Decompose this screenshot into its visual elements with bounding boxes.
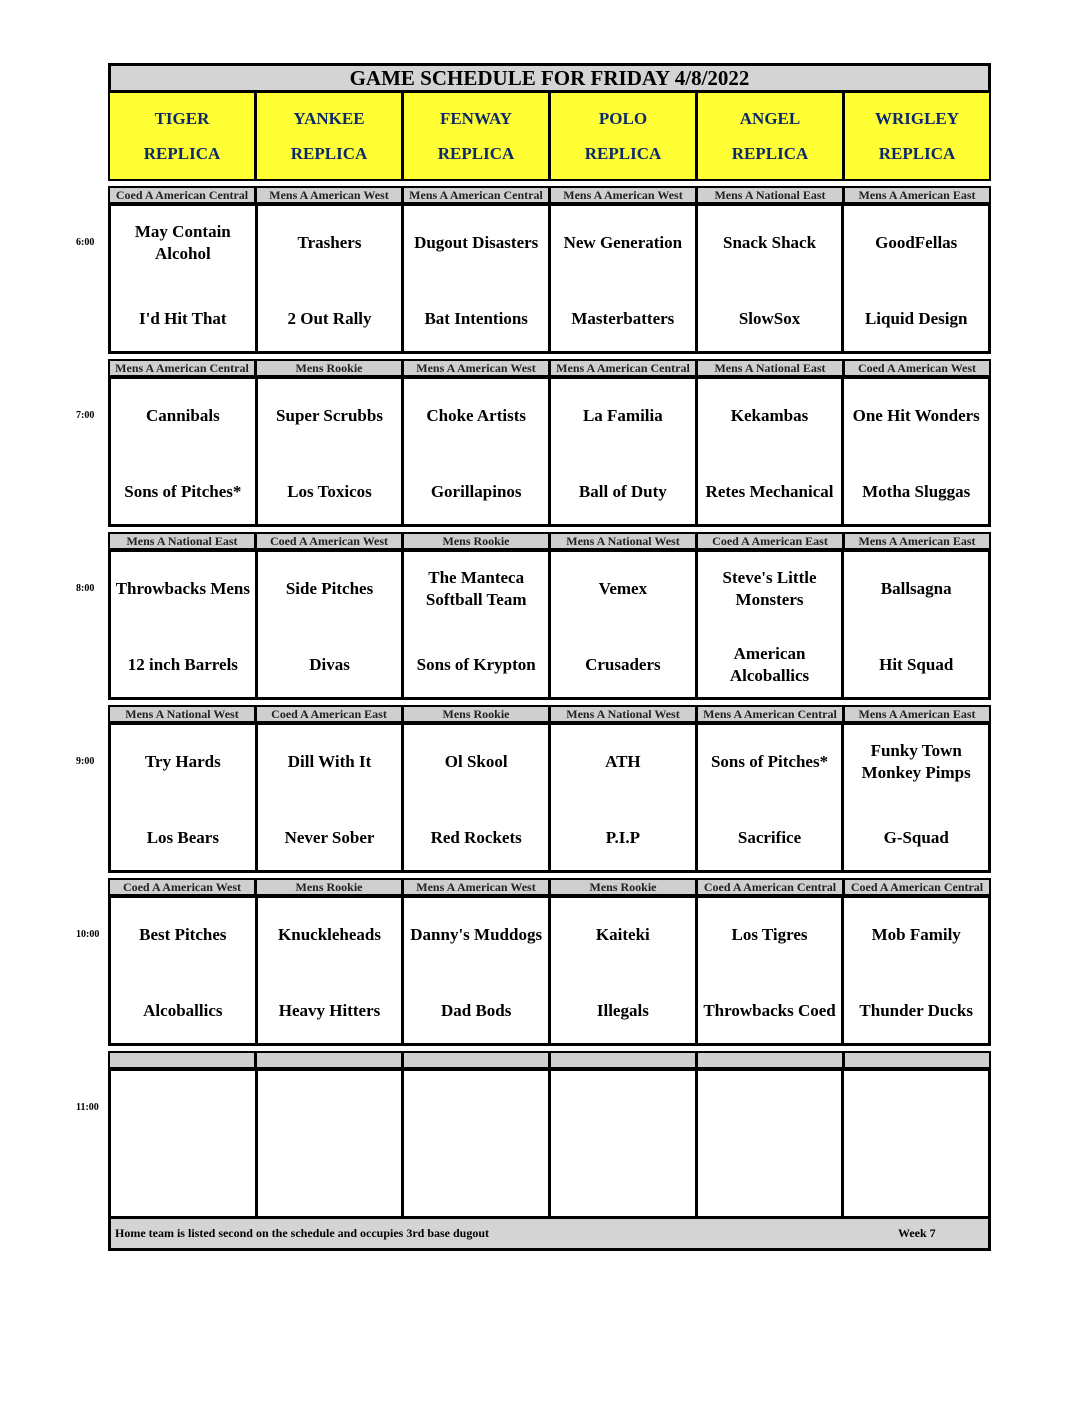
- division-label: Mens A American Central: [551, 361, 698, 375]
- away-team: Ol Skool: [444, 752, 508, 771]
- game-cell: [258, 206, 405, 351]
- game-cell: [844, 379, 988, 524]
- away-team: Dill With It: [287, 752, 372, 771]
- division-label: Mens A American West: [404, 361, 551, 375]
- field-subtitle: REPLICA: [878, 143, 956, 163]
- division-label: Mens A American Central: [698, 707, 845, 721]
- away-team: [111, 1083, 255, 1133]
- away-team: Trashers: [297, 233, 362, 252]
- home-team: Illegals: [596, 1001, 649, 1020]
- division-label: Coed A American West: [257, 534, 404, 548]
- home-team: P.I.P: [605, 828, 641, 847]
- field-subtitle: REPLICA: [143, 143, 221, 163]
- away-team: Kekambas: [730, 406, 809, 425]
- game-cell: [111, 1071, 258, 1216]
- home-team: [404, 1159, 548, 1209]
- field-header-polo: [551, 93, 698, 179]
- home-team: Liquid Design: [864, 309, 968, 328]
- away-team: Throwbacks Mens: [115, 579, 250, 598]
- home-team: Divas: [309, 655, 350, 674]
- home-team: Bat Intentions: [424, 309, 528, 328]
- game-cell: [111, 379, 258, 524]
- time-label: 11:00: [76, 1102, 99, 1113]
- away-team: Best Pitches: [139, 925, 227, 944]
- division-label: Coed A American Central: [850, 880, 984, 894]
- home-team: Los Bears: [146, 828, 219, 847]
- time-label: 10:00: [76, 929, 100, 940]
- schedule-title: GAME SCHEDULE FOR FRIDAY 4/8/2022: [108, 63, 991, 93]
- division-row: [108, 878, 991, 896]
- field-header-wrigley: [845, 93, 989, 179]
- home-team: Sacrifice: [737, 828, 802, 847]
- division-label: Mens A American West: [551, 188, 698, 202]
- away-team: Ballsagna: [880, 579, 952, 598]
- game-cell: [698, 725, 845, 870]
- division-label: Mens Rookie: [257, 361, 404, 375]
- away-team: Side Pitches: [285, 579, 374, 598]
- division-label: Mens A American Central: [404, 188, 551, 202]
- schedule-footer: [108, 1219, 991, 1251]
- away-team: Mob Family: [871, 925, 961, 944]
- footer-note: Home team is listed second on the schedule and occupies 3rd base dugout: [115, 1226, 490, 1240]
- division-label: Mens A National West: [551, 707, 698, 721]
- schedule-sheet: [108, 63, 991, 1251]
- game-cell: [551, 206, 698, 351]
- field-name: ANGEL: [739, 108, 801, 128]
- field-name: FENWAY: [439, 108, 513, 128]
- field-header-row: [108, 93, 991, 181]
- division-row: [108, 186, 991, 204]
- game-cell: [258, 379, 405, 524]
- field-subtitle: REPLICA: [584, 143, 662, 163]
- division-label: Mens A American East: [858, 188, 976, 202]
- field-subtitle: REPLICA: [437, 143, 515, 163]
- away-team: Danny's Muddogs: [410, 925, 543, 944]
- game-cell: [551, 379, 698, 524]
- home-team: Sons of Pitches*: [124, 482, 242, 501]
- game-cell: [258, 725, 405, 870]
- game-cell: [844, 552, 988, 697]
- home-team: Gorillapinos: [430, 482, 522, 501]
- away-team: New Generation: [563, 233, 683, 252]
- away-team: Dugout Disasters: [414, 233, 539, 252]
- field-name: POLO: [598, 108, 648, 128]
- away-team: Snack Shack: [722, 233, 817, 252]
- home-team: Sons of Krypton: [416, 655, 536, 674]
- division-label: Mens A American West: [257, 188, 404, 202]
- away-team: [844, 1083, 988, 1133]
- game-cell: [404, 898, 551, 1043]
- game-row: [108, 204, 991, 354]
- division-label: Coed A American East: [257, 707, 404, 721]
- away-team: La Familia: [582, 406, 663, 425]
- division-label: Mens Rookie: [404, 534, 551, 548]
- game-cell: [551, 552, 698, 697]
- field-header-tiger: [110, 93, 257, 179]
- home-team: G-Squad: [883, 828, 949, 847]
- division-label: Mens A American East: [858, 707, 976, 721]
- home-team: [844, 1159, 988, 1209]
- game-cell: [844, 725, 988, 870]
- home-team: Alcoballics: [143, 1001, 223, 1020]
- away-team: Sons of Pitches*: [710, 752, 829, 771]
- home-team: 2 Out Rally: [287, 309, 372, 328]
- home-team: [698, 1159, 842, 1209]
- game-row: [108, 723, 991, 873]
- away-team: Choke Artists: [426, 406, 526, 425]
- game-cell: [111, 725, 258, 870]
- division-label: Coed A American Central: [110, 188, 257, 202]
- game-row: [108, 1069, 991, 1219]
- away-team: GoodFellas: [875, 233, 958, 252]
- away-team: Funky Town Monkey Pimps: [861, 741, 971, 782]
- game-cell: [111, 898, 258, 1043]
- division-label: Coed A American Central: [698, 880, 845, 894]
- division-label: [698, 1053, 845, 1067]
- home-team: Heavy Hitters: [278, 1001, 381, 1020]
- home-team: Never Sober: [284, 828, 375, 847]
- game-cell: [404, 552, 551, 697]
- week-label: Week 7: [898, 1226, 936, 1240]
- division-label: Coed A American West: [857, 361, 977, 375]
- away-team: One Hit Wonders: [852, 406, 980, 425]
- game-row: [108, 377, 991, 527]
- game-cell: [404, 725, 551, 870]
- field-header-fenway: [404, 93, 551, 179]
- home-team: Hit Squad: [879, 655, 954, 674]
- division-label: Coed A American West: [110, 880, 257, 894]
- game-cell: [698, 898, 845, 1043]
- away-team: ATH: [605, 752, 641, 771]
- home-team: [111, 1159, 255, 1209]
- division-label: Mens A National West: [551, 534, 698, 548]
- away-team: Vemex: [598, 579, 648, 598]
- away-team: Super Scrubbs: [276, 406, 383, 425]
- game-cell: [844, 898, 988, 1043]
- game-cell: [111, 206, 258, 351]
- division-label: Mens A American East: [858, 534, 976, 548]
- division-label: Mens A American West: [404, 880, 551, 894]
- division-label: [845, 1053, 989, 1067]
- home-team: Los Toxicos: [287, 482, 372, 501]
- game-row: [108, 550, 991, 700]
- away-team: Knuckleheads: [278, 925, 381, 944]
- division-label: [110, 1053, 257, 1067]
- home-team: Crusaders: [585, 655, 661, 674]
- home-team: Thunder Ducks: [859, 1001, 973, 1020]
- away-team: [551, 1083, 695, 1133]
- away-team: Steve's Little Monsters: [722, 568, 817, 609]
- field-name: TIGER: [154, 108, 210, 128]
- division-row: [108, 359, 991, 377]
- division-row: [108, 1051, 991, 1069]
- division-label: [257, 1053, 404, 1067]
- game-cell: [551, 725, 698, 870]
- division-label: Mens A American Central: [110, 361, 257, 375]
- division-label: Mens Rookie: [551, 880, 698, 894]
- home-team: Ball of Duty: [578, 482, 667, 501]
- field-header-yankee: [257, 93, 404, 179]
- game-cell: [844, 206, 988, 351]
- division-label: [404, 1053, 551, 1067]
- game-cell: [258, 1071, 405, 1216]
- away-team: The Manteca Softball Team: [425, 568, 527, 609]
- time-label: 9:00: [76, 756, 95, 767]
- game-cell: [258, 552, 405, 697]
- game-cell: [404, 206, 551, 351]
- away-team: [404, 1083, 548, 1133]
- game-cell: [258, 898, 405, 1043]
- home-team: SlowSox: [738, 309, 801, 328]
- division-label: Mens A National East: [110, 534, 257, 548]
- field-subtitle: REPLICA: [731, 143, 809, 163]
- division-label: Mens A National East: [698, 188, 845, 202]
- division-row: [108, 532, 991, 550]
- field-subtitle: REPLICA: [290, 143, 368, 163]
- home-team: Motha Sluggas: [862, 482, 971, 501]
- home-team: American Alcoballics: [729, 644, 810, 685]
- game-cell: [698, 379, 845, 524]
- away-team: Cannibals: [145, 406, 220, 425]
- away-team: Kaiteki: [595, 925, 650, 944]
- away-team: [258, 1083, 402, 1133]
- division-label: Coed A American East: [698, 534, 845, 548]
- home-team: Retes Mechanical: [705, 482, 834, 501]
- field-header-angel: [698, 93, 845, 179]
- time-label: 7:00: [76, 410, 95, 421]
- home-team: Dad Bods: [440, 1001, 512, 1020]
- game-cell: [111, 552, 258, 697]
- time-label: 8:00: [76, 583, 95, 594]
- home-team: 12 inch Barrels: [127, 655, 238, 674]
- game-cell: [698, 206, 845, 351]
- division-label: Mens Rookie: [257, 880, 404, 894]
- away-team: Los Tigres: [731, 925, 808, 944]
- division-row: [108, 705, 991, 723]
- away-team: Try Hards: [144, 752, 221, 771]
- time-slots: [108, 181, 991, 1219]
- home-team: I'd Hit That: [139, 309, 227, 328]
- game-cell: [551, 1071, 698, 1216]
- game-cell: [698, 552, 845, 697]
- field-name: WRIGLEY: [874, 108, 960, 128]
- game-cell: [404, 1071, 551, 1216]
- game-cell: [698, 1071, 845, 1216]
- game-cell: [844, 1071, 988, 1216]
- home-team: [551, 1159, 695, 1209]
- away-team: [698, 1083, 842, 1133]
- game-cell: [404, 379, 551, 524]
- home-team: Red Rockets: [430, 828, 522, 847]
- division-label: Mens Rookie: [404, 707, 551, 721]
- field-name: YANKEE: [293, 108, 365, 128]
- home-team: [258, 1159, 402, 1209]
- division-label: [551, 1053, 698, 1067]
- home-team: Masterbatters: [571, 309, 675, 328]
- game-row: [108, 896, 991, 1046]
- time-label: 6:00: [76, 237, 95, 248]
- game-cell: [551, 898, 698, 1043]
- away-team: May Contain Alcohol: [134, 222, 231, 263]
- division-label: Mens A National East: [698, 361, 845, 375]
- division-label: Mens A National West: [110, 707, 257, 721]
- home-team: Throwbacks Coed: [703, 1001, 836, 1020]
